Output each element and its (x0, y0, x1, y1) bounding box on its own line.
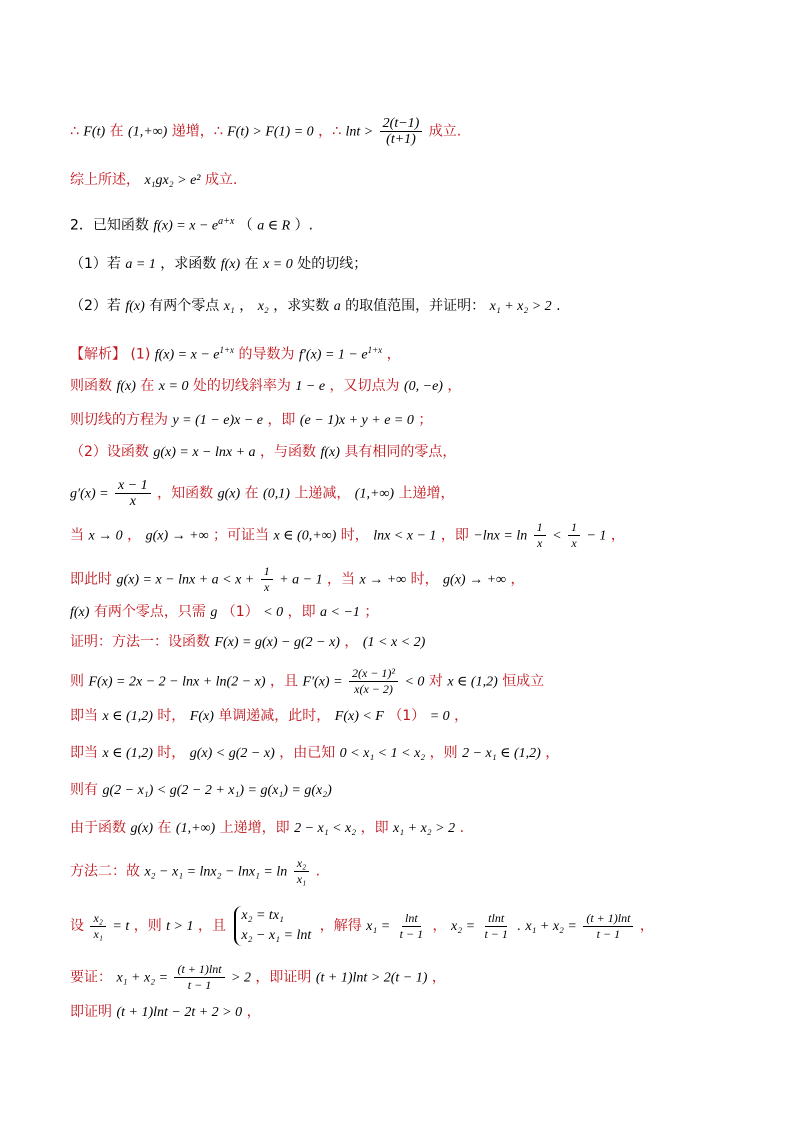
text: ； (418, 412, 433, 428)
math: 2 − x₁ < x₂ (294, 821, 357, 836)
text: 对 (428, 673, 448, 690)
math: < (552, 528, 562, 544)
text: ，∴ (318, 123, 346, 140)
denominator: x (537, 536, 543, 550)
fraction (349, 666, 398, 697)
text: ，与函数 (260, 444, 321, 460)
math: = 0 (429, 709, 450, 724)
therefore-symbol: ∴ (70, 123, 84, 140)
text: ， (246, 1004, 261, 1020)
text: ）. (294, 217, 314, 234)
math: x₁ (223, 299, 235, 314)
text: （1） (388, 708, 426, 724)
math: 1 − e (295, 379, 326, 394)
text: （1）若 (70, 256, 121, 272)
denominator: x(x − 2) (354, 682, 393, 696)
math: x₁ + x₂ = (525, 919, 577, 934)
fraction (568, 520, 580, 551)
text: 递增，∴ (171, 123, 228, 140)
fraction (583, 911, 633, 942)
numerator: lnt (402, 911, 421, 927)
equation-system (234, 906, 311, 946)
math: F(x) = g(x) − g(2 − x) (214, 635, 340, 650)
problem-2-part-2 (70, 296, 561, 317)
text: 2．已知函数 (70, 217, 154, 234)
math: x ∈ (1,2) (102, 709, 153, 724)
text-line-18 (70, 780, 332, 801)
math: F(t) > F(1) = 0 (227, 124, 314, 140)
text: 即当 (70, 745, 103, 761)
numerator: x − 1 (115, 478, 151, 494)
numerator: x₂ (90, 911, 106, 927)
denominator: (t+1) (386, 132, 416, 147)
fraction (397, 911, 426, 942)
math: x = 0 (263, 257, 293, 272)
numerator: 1 (534, 520, 546, 536)
text: 在 (109, 123, 124, 140)
math: F(t) (83, 124, 106, 140)
math: < 0 (404, 674, 425, 690)
text: 在 (140, 378, 159, 394)
math: 2 − x₁ ∈ (1,2) (462, 746, 541, 761)
math: (e − 1)x + y + e = 0 (299, 413, 414, 428)
math: x₁ + x₂ = (116, 970, 169, 986)
math: (1,+∞) (175, 821, 216, 836)
numerator: 1 (261, 564, 273, 580)
text: 的导数为 (238, 346, 299, 363)
math: x₁gx₂ > e² (144, 173, 201, 188)
text-line-13 (70, 602, 378, 623)
math: g(x) → +∞ (145, 528, 209, 544)
text-line-10 (70, 478, 455, 509)
text: ， (431, 969, 446, 986)
text: ；可证当 (213, 527, 274, 544)
text: 具有相同的零点， (344, 444, 457, 460)
text: ，知函数 (157, 485, 218, 502)
math: f(x) (320, 445, 340, 460)
text: 成立. (428, 123, 462, 140)
text: 的取值范围，并证明： (345, 298, 486, 314)
math: (1,+∞) (128, 124, 168, 140)
text: 时， (157, 708, 186, 724)
text: 则 (70, 673, 89, 690)
text: ， (454, 708, 469, 724)
text: ， (239, 298, 254, 314)
math: − 1 (586, 528, 607, 544)
text-line-11 (70, 520, 625, 551)
math: x ∈ (1,2) (102, 746, 153, 761)
denominator: t − 1 (187, 978, 212, 992)
text: 要证： (70, 969, 112, 986)
text: ，由已知 (279, 745, 340, 761)
math: lnt > (345, 124, 374, 140)
math: a < −1 (320, 605, 360, 620)
text-line-19 (70, 818, 464, 839)
text: （1） (221, 604, 259, 620)
math: x → +∞ (359, 572, 407, 588)
text: ，当 (327, 571, 360, 588)
math: g(x) = x − lnx + a (153, 445, 256, 460)
text: ； (364, 604, 379, 620)
math: x → 0 (88, 528, 123, 544)
numerator: 1 (568, 520, 580, 536)
equation: x₂ = tx₁ (241, 908, 284, 923)
math: (t + 1)lnt − 2t + 2 > 0 (116, 1005, 243, 1020)
math: f(x) = x − e (153, 218, 219, 234)
text: ， (432, 918, 447, 934)
text: ，且 (269, 673, 303, 690)
text: 即当 (70, 708, 103, 724)
math: . (517, 919, 521, 934)
text: 有两个零点，只需 (93, 604, 211, 620)
equation: x₂ − x₁ = lnt (241, 928, 312, 943)
math: x₂ − x₁ = lnx₂ − lnx₁ = ln (144, 864, 288, 880)
text: 方法二：故 (70, 863, 145, 880)
math: g(x) (217, 486, 241, 502)
denominator: x₁ (93, 926, 103, 941)
text-line-12 (70, 564, 524, 595)
math: g(x) < g(2 − x) (189, 746, 275, 761)
text-line-15 (70, 666, 544, 697)
denominator: t − 1 (484, 926, 508, 941)
text: 处的切线斜率为 (192, 378, 296, 394)
math: x₁ = (366, 919, 391, 934)
text: 在 (244, 256, 259, 272)
math: = t (112, 919, 130, 934)
text-line-1 (70, 116, 461, 147)
text: ，则 (133, 918, 167, 934)
text-line-23 (70, 1002, 261, 1023)
text: 当 (70, 527, 89, 544)
math: f(x) (116, 379, 136, 394)
math: > 2 (231, 970, 251, 986)
math: F′(x) = (302, 674, 343, 690)
text-line-20 (70, 856, 320, 887)
text: ， (344, 634, 359, 650)
text: 恒成立 (502, 673, 545, 690)
denominator: x (129, 494, 136, 509)
text: ， (386, 346, 401, 363)
math: a ∈ R (257, 218, 291, 234)
text: ，求实数 (273, 298, 330, 314)
text-line-21 (70, 906, 654, 946)
exponent: a+x (218, 216, 235, 227)
math: f(x) (220, 257, 241, 272)
text: ， (510, 571, 525, 588)
math: g′(x) = (70, 486, 109, 502)
text: 处的切线； (297, 256, 368, 272)
fraction (481, 911, 510, 942)
math: a (333, 299, 341, 314)
text: ，解得 (319, 918, 367, 934)
exponent: 1+x (367, 345, 383, 355)
math: −lnx = ln (473, 528, 528, 544)
fraction (261, 564, 273, 595)
text: 证明：方法一：设函数 (70, 634, 215, 650)
math: x ∈ (1,2) (447, 674, 498, 690)
math: x₂ (257, 299, 269, 314)
text: ， (545, 745, 560, 761)
text: ，则 (429, 745, 463, 761)
text: ，即 (267, 412, 296, 428)
text: ，即 (360, 820, 394, 836)
text: 上递减， (294, 485, 351, 502)
text-line-14 (70, 632, 425, 653)
text-line-17 (70, 743, 559, 764)
math: (t + 1)lnt > 2(t − 1) (315, 970, 428, 986)
text: 即证明 (70, 1004, 112, 1020)
math: g (210, 605, 218, 620)
fraction (380, 116, 423, 147)
math: x₁ + x₂ > 2 (393, 821, 456, 836)
text: ， (447, 378, 462, 394)
text: （2）若 (70, 298, 121, 314)
fraction (534, 520, 546, 551)
text: 上递增，即 (219, 820, 295, 836)
math: (1,+∞) (354, 486, 395, 502)
math: 0 < x₁ < 1 < x₂ (339, 746, 426, 761)
numerator: tlnt (485, 911, 507, 927)
text-line-16 (70, 706, 468, 727)
text: ，即证明 (255, 969, 312, 986)
math: t > 1 (166, 919, 194, 934)
text: （ (238, 217, 253, 234)
math: (0,1) (263, 486, 290, 502)
math: g(2 − x₁) < g(2 − 2 + x₁) = g(x₁) = g(x₂) (102, 783, 332, 798)
numerator: 2(t−1) (380, 116, 423, 132)
math: x₂ = (450, 919, 476, 934)
math: lnx < x − 1 (373, 528, 437, 544)
text: ， (610, 527, 625, 544)
problem-2-statement (70, 212, 313, 237)
denominator: t − 1 (596, 926, 621, 941)
math: f′(x) = 1 − e (298, 347, 368, 363)
denominator: x₁ (296, 872, 307, 886)
numerator: x₂ (294, 856, 310, 872)
math: F(x) = 2x − 2 − lnx + ln(2 − x) (88, 674, 266, 690)
fraction (174, 962, 224, 993)
text: ，即 (287, 604, 321, 620)
math: x₁ + x₂ > 2 (489, 299, 552, 314)
math: a = 1 (125, 257, 156, 272)
text-line-7 (70, 376, 461, 397)
text: 设 (70, 918, 89, 934)
math: g(x) → +∞ (443, 572, 507, 588)
text: 时， (340, 527, 369, 544)
text: 则切线的方程为 (70, 412, 173, 428)
text-line-8 (70, 410, 432, 431)
text: 时， (157, 745, 186, 761)
text: 成立. (204, 172, 238, 188)
text: ，求函数 (160, 256, 217, 272)
text: (1) (130, 346, 155, 363)
math: < 0 (263, 605, 284, 620)
text: ， (127, 527, 142, 544)
math: F(x) (189, 709, 214, 724)
math: + a − 1 (279, 572, 323, 588)
math: x = 0 (158, 379, 189, 394)
text: . (459, 820, 465, 836)
text-line-2 (70, 170, 237, 191)
denominator: x (264, 580, 270, 594)
math: F(x) < F (334, 709, 384, 724)
text: ，且 (197, 918, 226, 934)
text: 则有 (70, 782, 103, 798)
math: f(x) (70, 605, 90, 620)
numerator: (t + 1)lnt (583, 911, 633, 927)
text: 有两个零点 (149, 298, 220, 314)
numerator: 2(x − 1)² (349, 666, 398, 682)
fraction (115, 478, 151, 509)
math: (0, −e) (403, 379, 443, 394)
analysis-label: 【解析】 (70, 346, 126, 363)
fraction (294, 856, 310, 887)
text: 上递增， (398, 485, 455, 502)
fraction (90, 911, 106, 942)
numerator: (t + 1)lnt (174, 962, 224, 978)
math: x ∈ (0,+∞) (273, 528, 337, 544)
text: 在 (244, 485, 264, 502)
math: (1 < x < 2) (362, 635, 426, 650)
text: 时， (410, 571, 439, 588)
text: 则函数 (70, 378, 117, 394)
math: f(x) (125, 299, 145, 314)
math: f(x) = x − e (154, 347, 220, 363)
text: ，又切点为 (329, 378, 404, 394)
text: . (315, 863, 321, 880)
problem-2-part-1 (70, 254, 367, 275)
text: . (556, 298, 561, 314)
text-line-9 (70, 442, 456, 463)
text: ， (639, 918, 654, 934)
text: 即此时 (70, 571, 117, 588)
denominator: t − 1 (399, 926, 424, 941)
text: 在 (157, 820, 176, 836)
text: 由于函数 (70, 820, 131, 836)
text: ，即 (440, 527, 474, 544)
math: g(x) (130, 821, 153, 836)
text: （2）设函数 (70, 444, 154, 460)
analysis-heading-line (70, 340, 401, 366)
math: y = (1 − e)x − e (172, 413, 263, 428)
text: 单调递减，此时， (218, 708, 331, 724)
denominator: x (571, 536, 577, 550)
text: 综上所述， (70, 172, 140, 188)
math: g(x) = x − lnx + a < x + (116, 572, 255, 588)
exponent: 1+x (219, 345, 235, 355)
text-line-22 (70, 962, 446, 993)
